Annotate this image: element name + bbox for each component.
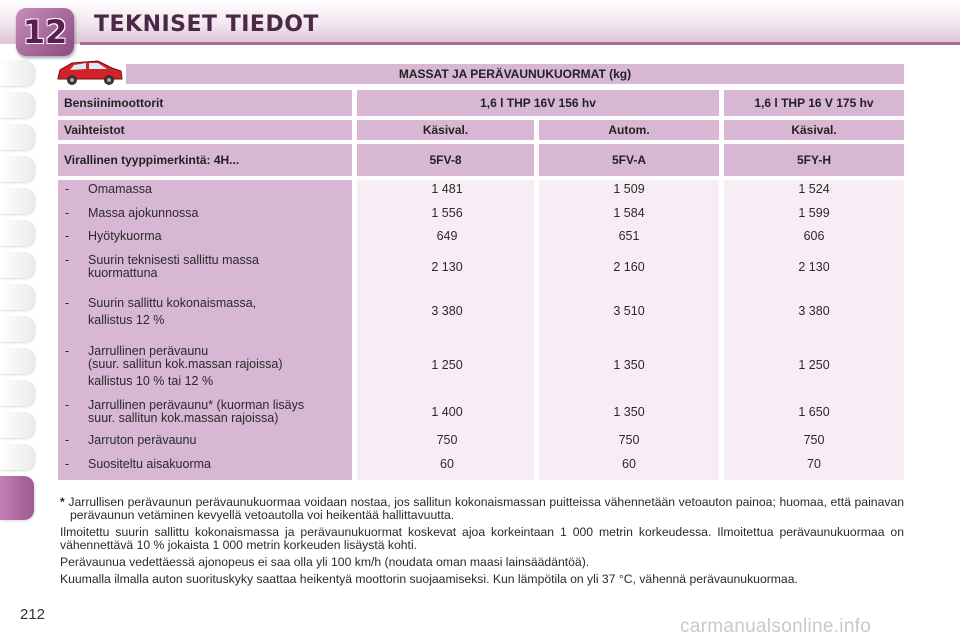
gearbox-label: Vaihteistot <box>58 120 352 140</box>
chapter-tabs <box>0 60 34 526</box>
table-row <box>58 344 904 390</box>
row-label: Hyötykuorma <box>88 229 162 243</box>
row-value: 1 524 <box>798 182 830 196</box>
row-dash: - <box>65 253 70 267</box>
row-value: 606 <box>803 229 825 243</box>
row-value: 60 <box>622 457 636 471</box>
table-row <box>58 398 904 428</box>
row-label: Jarrullinen perävaunu <box>88 344 209 358</box>
engine-2: 1,6 l THP 16 V 175 hv <box>724 90 904 116</box>
row-value: 649 <box>436 229 458 243</box>
chapter-tab[interactable] <box>0 188 34 214</box>
table-row <box>58 296 904 330</box>
gearbox-2: Autom. <box>539 120 719 140</box>
page-title: TEKNISET TIEDOT <box>94 12 319 37</box>
chapter-tab[interactable] <box>0 220 34 246</box>
row-dash: - <box>65 344 70 358</box>
row-value: 750 <box>436 433 458 447</box>
row-value: 1 250 <box>798 358 830 372</box>
row-label: Omamassa <box>88 182 152 196</box>
header-rule <box>80 42 960 45</box>
note-paragraph: Perävaunua vedettäessä ajonopeus ei saa olla yli 100 km/h (noudata oman maasi lainsäädäntöä). <box>60 555 590 569</box>
chapter-badge <box>16 8 74 56</box>
row-label: suur. sallitun kok.massan rajoissa) <box>88 411 279 425</box>
row-label: Massa ajokunnossa <box>88 206 199 220</box>
watermark: carmanualsonline.info <box>680 616 872 637</box>
chapter-tab[interactable] <box>0 284 34 310</box>
row-value: 3 510 <box>613 304 645 318</box>
row-value: 1 584 <box>613 206 645 220</box>
row-label: kuormattuna <box>88 266 158 280</box>
chapter-tab[interactable] <box>0 380 34 406</box>
row-value: 1 650 <box>798 405 830 419</box>
type-2: 5FV-A <box>539 144 719 176</box>
row-dash: - <box>65 206 70 220</box>
row-label: Jarrullinen perävaunu* (kuorman lisäys <box>88 398 305 412</box>
row-value: 1 400 <box>431 405 463 419</box>
car-icon <box>54 54 126 90</box>
row-dash: - <box>65 457 70 471</box>
row-label: kallistus 12 % <box>88 313 165 327</box>
chapter-tab-active[interactable] <box>0 476 34 520</box>
table-caption: MASSAT JA PERÄVAUNUKUORMAT (kg) <box>126 64 904 84</box>
type-3: 5FY-H <box>724 144 904 176</box>
note-paragraph: Kuumalla ilmalla auton suorituskyky saattaa heikentyä moottorin suojaamiseksi. Kun lämpötila on yli 37 °C, vähennä perävaunukuormaa. <box>60 572 798 586</box>
row-value: 1 556 <box>431 206 463 220</box>
chapter-tab[interactable] <box>0 412 34 438</box>
row-dash: - <box>65 296 70 310</box>
row-value: 1 250 <box>431 358 463 372</box>
row-value: 60 <box>440 457 454 471</box>
page-number: 212 <box>20 606 46 623</box>
row-dash: - <box>65 398 70 412</box>
row-label: Suurin teknisesti sallittu massa <box>88 253 259 267</box>
row-value: 2 160 <box>613 260 645 274</box>
chapter-tab[interactable] <box>0 124 34 150</box>
notes <box>60 496 904 590</box>
type-label: Virallinen tyyppimerkintä: 4H... <box>58 144 352 176</box>
row-label: Jarruton perävaunu <box>88 433 197 447</box>
note-paragraph: Ilmoitettu suurin sallittu kokonaismassa ja perävaunukuormat koskevat ajoa korkeintaan 1 000 metrin korkeudessa. Ilmoitettua perävaunukuormaa on vähennettävä 10 % jokaista 1 000 metrin korkeuden lisäystä kohti. <box>60 525 904 552</box>
row-value: 750 <box>803 433 825 447</box>
gearbox-1: Käsival. <box>357 120 534 140</box>
chapter-tab[interactable] <box>0 316 34 342</box>
footnote <box>60 496 904 522</box>
row-dash: - <box>65 182 70 196</box>
row-label: Suurin sallittu kokonaismassa, <box>88 296 257 310</box>
chapter-tab[interactable] <box>0 60 34 86</box>
row-value: 1 481 <box>431 182 463 196</box>
engine-label: Bensiinimoottorit <box>58 90 352 116</box>
type-1: 5FV-8 <box>357 144 534 176</box>
gearbox-3: Käsival. <box>724 120 904 140</box>
chapter-number: 12 <box>22 13 68 51</box>
row-label: kallistus 10 % tai 12 % <box>88 374 214 388</box>
row-value: 1 350 <box>613 405 645 419</box>
chapter-tab[interactable] <box>0 156 34 182</box>
row-value: 3 380 <box>798 304 830 318</box>
row-value: 2 130 <box>798 260 830 274</box>
footnote-mark: * <box>60 495 65 509</box>
row-value: 2 130 <box>431 260 463 274</box>
table-row <box>58 253 904 283</box>
row-label: (suur. sallitun kok.massan rajoissa) <box>88 357 283 371</box>
chapter-tab[interactable] <box>0 348 34 374</box>
row-dash: - <box>65 229 70 243</box>
chapter-tab[interactable] <box>0 252 34 278</box>
row-value: 1 509 <box>613 182 645 196</box>
row-value: 1 350 <box>613 358 645 372</box>
row-label: Suositeltu aisakuorma <box>88 457 211 471</box>
chapter-tab[interactable] <box>0 92 34 118</box>
row-value: 750 <box>618 433 640 447</box>
row-value: 3 380 <box>431 304 463 318</box>
engine-1: 1,6 l THP 16V 156 hv <box>357 90 719 116</box>
row-value: 651 <box>618 229 640 243</box>
row-value: 70 <box>807 457 821 471</box>
row-dash: - <box>65 433 70 447</box>
footnote-text: Jarrullisen perävaunun perävaunukuormaa voidaan nostaa, jos sallitun kokonaismassan puitteissa vähennetään vetoauton painoa; huomaa, että painavan perävaunun vetäminen kevyellä vetoautolla voi heikentää hallittavuutta. <box>68 495 904 522</box>
row-value: 1 599 <box>798 206 830 220</box>
chapter-tab[interactable] <box>0 444 34 470</box>
